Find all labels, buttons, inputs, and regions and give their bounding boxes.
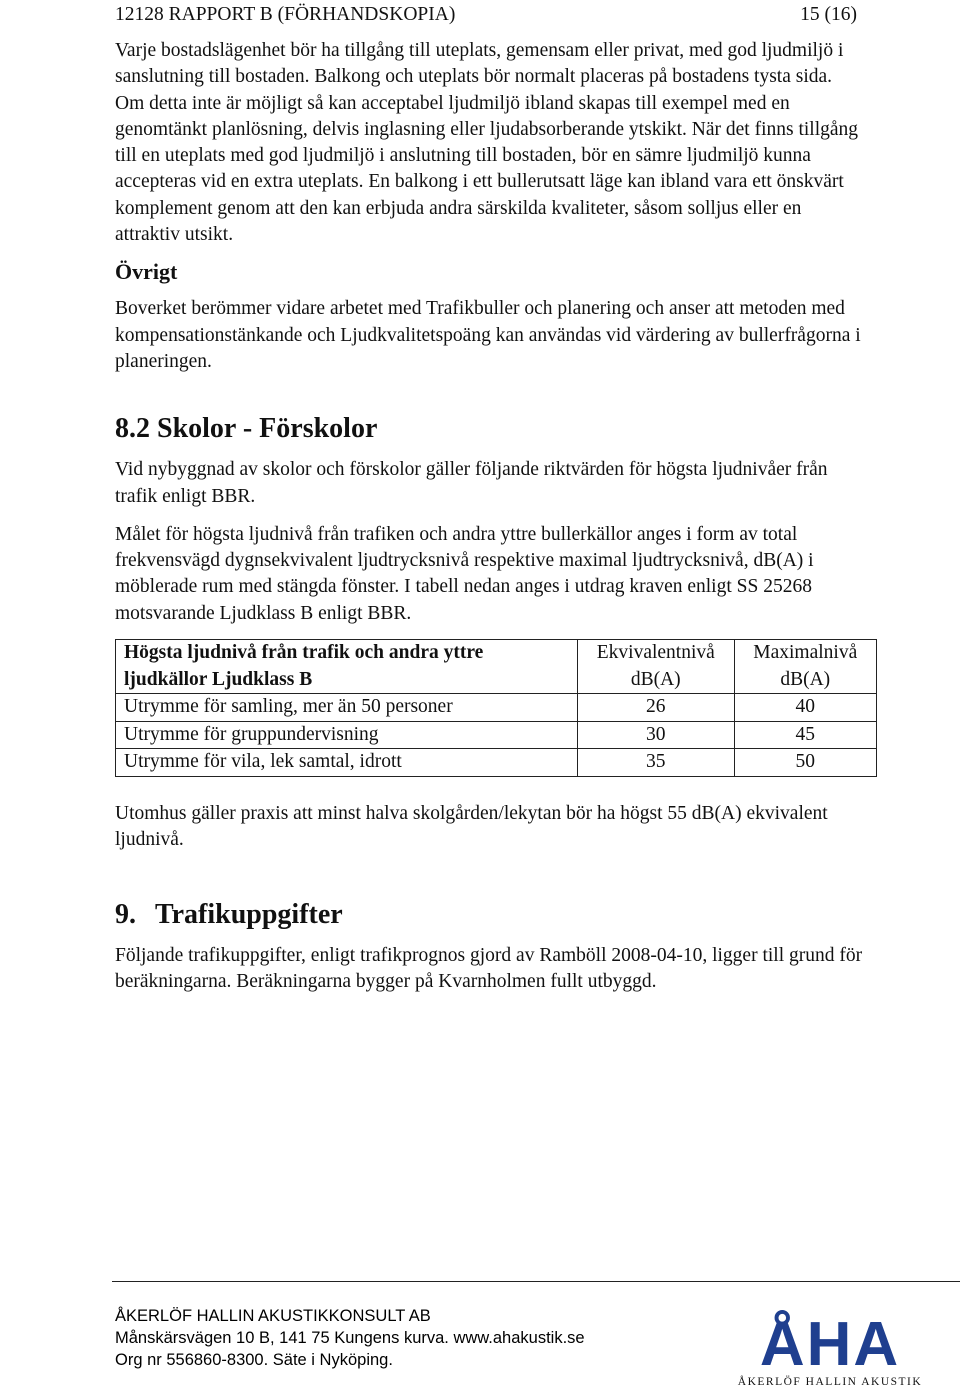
intro-paragraph: Varje bostadslägenhet bör ha tillgång till uteplats, gemensam eller privat, med god ljudmiljö i sanslutning till bostaden. Balkong och uteplats bör normalt placeras på bostadens tysta sida. Om detta inte är möjligt så kan acceptabel ljudmiljö ibland skapas till exempel med en genomtänkt planlösning, delvis inglasning eller ljudabsorberande ytskikt. När det finns tillgång till en uteplats med god ljudmiljö i anslutning till bostaden, bör en sämre ljudmiljö kunna accepteras vid en extra uteplats. En balkong i ett bullerutsatt läge kan ibland vara ett önskvärt komplement genom att den kan erbjuda andra särskilda kvaliteter, såsom solljus eller en attraktiv utsikt. bbox=[115, 40, 859, 246]
table-cell-equivalent: 26 bbox=[578, 694, 735, 722]
ovrigt-paragraph: Boverket berömmer vidare arbetet med Trafikbuller och planering och anser att metoden med kompensationstänkande och Ljudkvalitetspoäng kan användas vid värdering av bullerfrågorna i planeringen. bbox=[115, 298, 861, 372]
section-9-title: Trafikuppgifter bbox=[155, 899, 343, 931]
section-9-heading bbox=[115, 897, 865, 933]
footer-org: Org nr 556860-8300. Säte i Nyköping. bbox=[115, 1351, 393, 1369]
section-9-paragraph: Följande trafikuppgifter, enligt trafikprognos gjord av Ramböll 2008-04-10, ligger till grund för beräkningarna. Beräkningarna bygger på Kvarnholmen fullt utbyggd. bbox=[115, 945, 863, 993]
section-82-paragraph-3: Utomhus gäller praxis att minst halva skolgården/lekytan bör ha högst 55 dB(A) ekvivalent ljudnivå. bbox=[115, 802, 828, 850]
footer-divider bbox=[112, 1281, 960, 1282]
table-cell-label: Utrymme för samling, mer än 50 personer bbox=[116, 694, 578, 722]
page-header bbox=[115, 4, 857, 26]
logo-letters: ÅHA bbox=[759, 1310, 901, 1379]
report-title: 12128 RAPPORT B (FÖRHANDSKOPIA) bbox=[115, 4, 456, 25]
footer-company: ÅKERLÖF HALLIN AKUSTIKKONSULT AB bbox=[115, 1307, 431, 1325]
table-header-maximum: Maximalnivå dB(A) bbox=[734, 640, 876, 694]
table-row bbox=[116, 749, 877, 777]
table-cell-equivalent: 35 bbox=[578, 749, 735, 777]
footer-address: Månskärsvägen 10 B, 141 75 Kungens kurva. www.ahakustik.se bbox=[115, 1329, 585, 1347]
ovrigt-heading: Övrigt bbox=[115, 259, 178, 285]
company-logo bbox=[730, 1305, 930, 1389]
table-row bbox=[116, 694, 877, 722]
section-9-number: 9. bbox=[115, 899, 136, 931]
section-82-paragraph-2: Målet för högsta ljudnivå från trafiken och andra yttre bullerkällor anges i form av total frekvensvägd dygnsekvivalent ljudtrycksnivå respektive maximal ljudtrycksnivå, dB(A) i möblerade rum med stängda fönster. I tabell nedan anges i utdrag kraven enligt SS 25268 motsvarande Ljudklass B enligt BBR. bbox=[115, 523, 814, 624]
table-cell-label: Utrymme för vila, lek samtal, idrott bbox=[116, 749, 578, 777]
table-cell-maximum: 40 bbox=[734, 694, 876, 722]
noise-requirements-table bbox=[115, 639, 877, 777]
table-cell-maximum: 45 bbox=[734, 721, 876, 749]
table-cell-equivalent: 30 bbox=[578, 721, 735, 749]
table-header-row bbox=[116, 640, 877, 694]
page-content bbox=[115, 38, 865, 996]
page-footer bbox=[115, 1305, 585, 1371]
table-cell-label: Utrymme för gruppundervisning bbox=[116, 721, 578, 749]
page-number: 15 (16) bbox=[800, 4, 857, 25]
table-header-description: Högsta ljudnivå från trafik och andra yttre ljudkällor Ljudklass B bbox=[116, 640, 578, 694]
table-cell-maximum: 50 bbox=[734, 749, 876, 777]
table-row bbox=[116, 721, 877, 749]
table-header-equivalent: Ekvivalentnivå dB(A) bbox=[578, 640, 735, 694]
section-82-paragraph-1: Vid nybyggnad av skolor och förskolor gäller följande riktvärden för högsta ljudnivåer från trafik enligt BBR. bbox=[115, 459, 828, 507]
logo-text: ÅKERLÖF HALLIN AKUSTIK bbox=[737, 1376, 923, 1388]
section-82-heading: 8.2 Skolor - Förskolor bbox=[115, 413, 378, 445]
